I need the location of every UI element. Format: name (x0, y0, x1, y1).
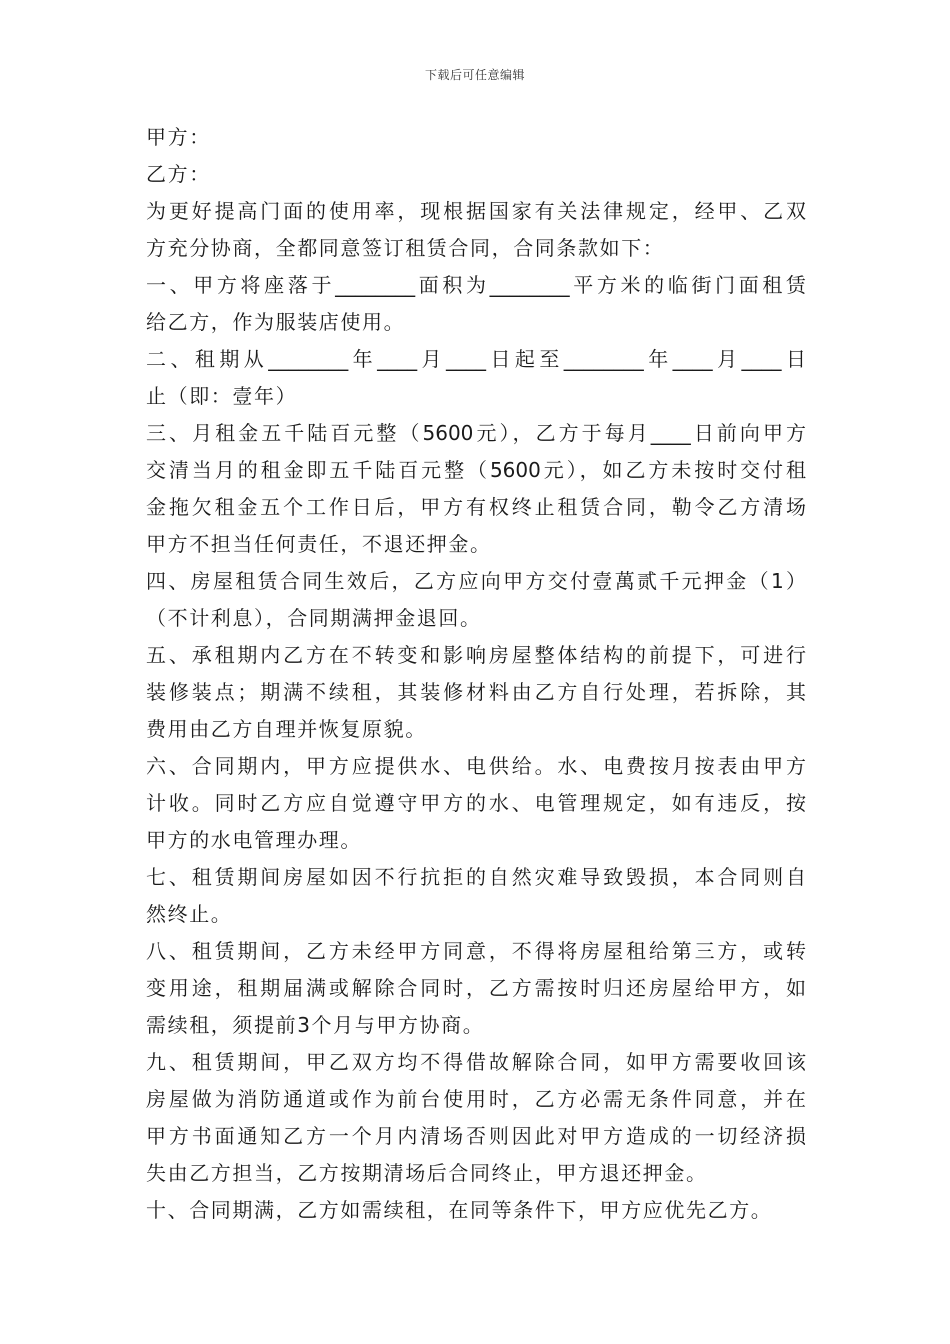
clause-3-line: 甲方不担当任何责任，不退还押金。 (146, 532, 492, 556)
preamble-line: 方充分协商，全都同意签订租赁合同，合同条款如下： (146, 236, 665, 260)
clause-9-line: 失由乙方担当，乙方按期清场后合同终止，甲方退还押金。 (146, 1161, 708, 1185)
clause-8-line: 八、租赁期间，乙方未经甲方同意，不得将房屋租给第三方，或转 (146, 939, 806, 963)
clause-6-line: 六、合同期内，甲方应提供水、电供给。水、电费按月按表由甲方 (146, 754, 806, 778)
clause-8-line: 需续租，须提前3个月与甲方协商。 (146, 1013, 485, 1037)
party-b-line: 乙方： (146, 162, 211, 186)
clause-10-line: 十、合同期满，乙方如需续租，在同等条件下，甲方应优先乙方。 (146, 1198, 773, 1222)
party-a-line: 甲方： (146, 125, 211, 149)
clause-9-line: 甲方书面通知乙方一个月内清场否则因此对甲方造成的一切经济损 (146, 1124, 806, 1148)
clause-2-line: 二、租期从________年____月____日起至________年____月____日 (146, 347, 806, 371)
page-header-watermark: 下载后可任意编辑 (424, 68, 525, 82)
clause-8-line: 变用途，租期届满或解除合同时，乙方需按时归还房屋给甲方，如 (146, 976, 806, 1000)
clause-5-line: 费用由乙方自理并恢复原貌。 (146, 717, 427, 741)
clause-9-line: 九、租赁期间，甲乙双方均不得借故解除合同，如甲方需要收回该 (146, 1050, 806, 1074)
clause-5-line: 五、承租期内乙方在不转变和影响房屋整体结构的前提下，可进行 (146, 643, 806, 667)
clause-6-line: 计收。同时乙方应自觉遵守甲方的水、电管理规定，如有违反，按 (146, 791, 806, 815)
clause-3-line: 交清当月的租金即五千陆百元整（5600元），如乙方未按时交付租 (146, 458, 806, 482)
clause-1-line: 给乙方，作为服装店使用。 (146, 310, 406, 334)
clause-3-line: 金拖欠租金五个工作日后，甲方有权终止租赁合同，勒令乙方清场 (146, 495, 806, 519)
clause-1-line: 一、甲方将座落于________面积为________平方米的临街门面租赁 (146, 273, 806, 297)
clause-5-line: 装修装点；期满不续租，其装修材料由乙方自行处理，若拆除，其 (146, 680, 806, 704)
clause-7-line: 然终止。 (146, 902, 233, 926)
contract-body (146, 119, 806, 1229)
clause-4-line: （不计利息），合同期满押金退回。 (146, 606, 482, 630)
clause-3-line: 三、月租金五千陆百元整（5600元），乙方于每月____日前向甲方 (146, 421, 806, 445)
clause-9-line: 房屋做为消防通道或作为前台使用时，乙方必需无条件同意，并在 (146, 1087, 806, 1111)
clause-4-line: 四、房屋租赁合同生效后，乙方应向甲方交付壹萬贰千元押金（1） (146, 569, 806, 593)
preamble-line: 为更好提高门面的使用率，现根据国家有关法律规定，经甲、乙双 (146, 199, 806, 223)
clause-2-line: 止（即：壹年） (146, 384, 298, 408)
clause-6-line: 甲方的水电管理办理。 (146, 828, 362, 852)
clause-7-line: 七、租赁期间房屋如因不行抗拒的自然灾难导致毁损，本合同则自 (146, 865, 806, 889)
